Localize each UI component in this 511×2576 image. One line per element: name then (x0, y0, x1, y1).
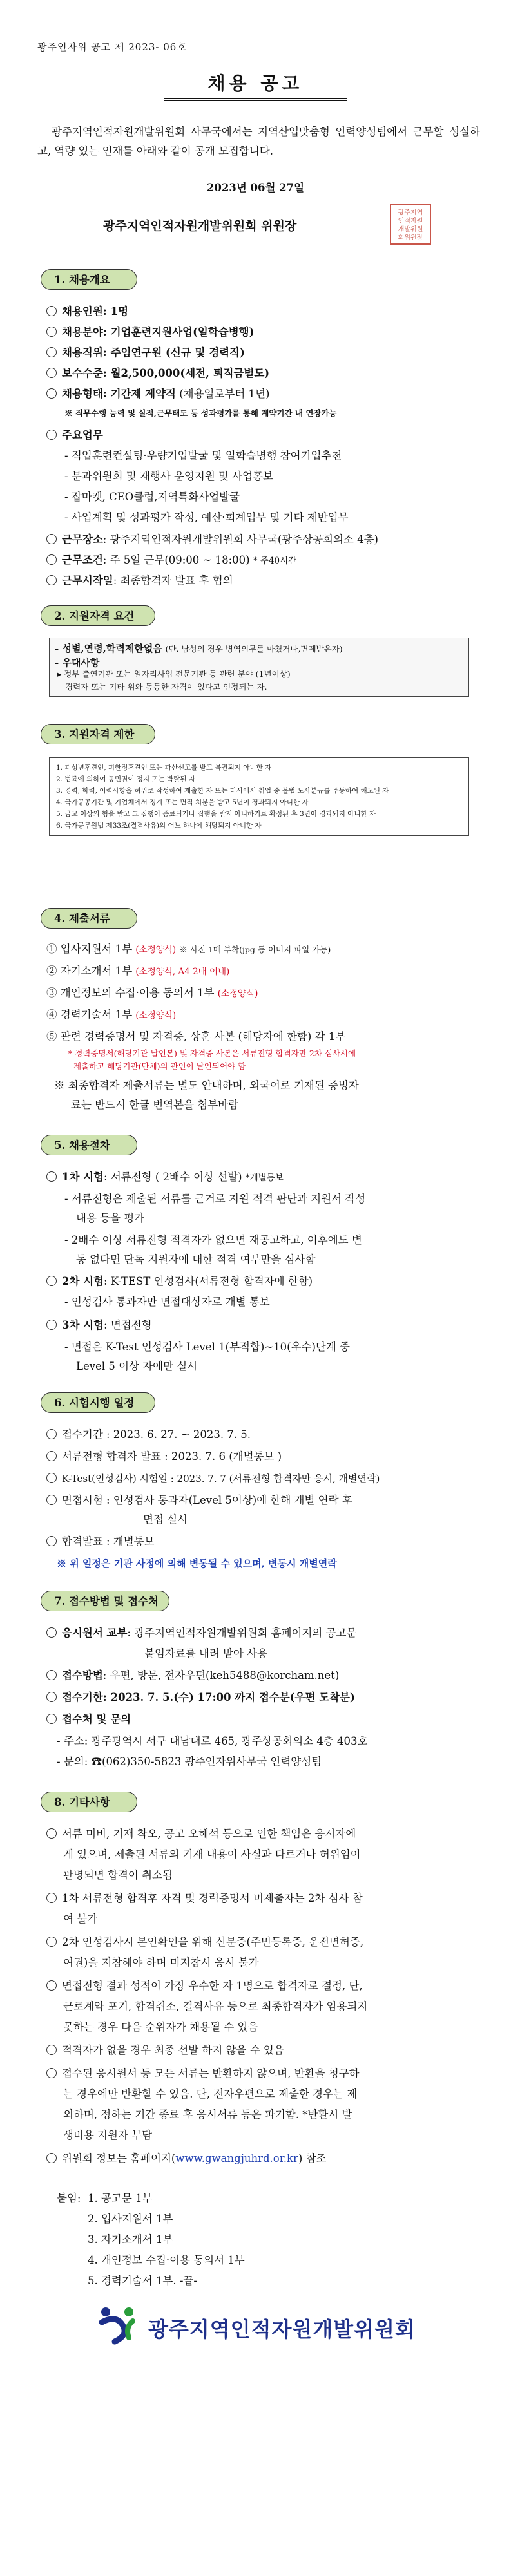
schedule-item: 접수기간 : 2023. 6. 27. ~ 2023. 7. 5. (46, 1426, 251, 1444)
attachment-item: 3. 자기소개서 1부 (88, 2233, 173, 2246)
overview-salary: 보수수준: 월2,500,000(세전, 퇴직금별도) (46, 365, 269, 383)
circle-bullet-icon (46, 306, 57, 316)
page-title: 채용 공고 (207, 73, 304, 94)
round1-detail: - 서류전형은 제출된 서류를 근거로 지원 적격 판단과 지원서 작성 (64, 1193, 366, 1205)
title-underline-2 (164, 100, 347, 101)
section-head-process: 5. 채용절차 (41, 1135, 137, 1155)
circle-bullet-icon (46, 388, 57, 399)
overview-count: 채용인원: 1명 (46, 303, 128, 321)
restriction-item: 5. 금고 이상의 형을 받고 그 집행이 종료되거나 집행을 받지 아니하기로 확정된 후 3년이 경과되지 아니한 자 (56, 810, 376, 818)
duty-item: - 분과위원회 및 재행사 운영지원 및 사업홍보 (64, 470, 273, 482)
announcement-date: 2023년 06월 27일 (206, 182, 305, 194)
circle-bullet-icon (46, 1828, 57, 1839)
schedule-item-cont: 면접 실시 (143, 1513, 188, 1526)
schedule-item: 서류전형 합격자 발표 : 2023. 7. 6 (개별통보 ) (46, 1448, 282, 1466)
circle-bullet-icon (46, 1627, 57, 1638)
circle-bullet-icon (46, 1451, 57, 1461)
restriction-box (49, 757, 469, 836)
circle-bullet-icon (46, 1670, 57, 1680)
round3: 3차 시험: 면접전형 (46, 1316, 152, 1334)
circle-bullet-icon (46, 1276, 57, 1286)
round3-detail: - 면접은 K-Test 인성검사 Level 1(부적합)~10(우수)단계 중 (64, 1341, 350, 1353)
round1-detail: - 2배수 이상 서류전형 적격자가 없으면 재공고하고, 이후에도 변 (64, 1234, 362, 1246)
misc-item: 면접전형 결과 성적이 가장 우수한 자 1명으로 합격자로 결정, 단, (46, 1977, 363, 1995)
restriction-item: 1. 피성년후견인, 피한정후견인 또는 파산선고를 받고 복권되지 아니한 자 (56, 764, 272, 772)
round2: 2차 시험: K-TEST 인성검사(서류전형 합격자에 한함) (46, 1273, 313, 1291)
misc-item-cont: 못하는 경우 다음 순위자가 채용될 수 있음 (63, 2021, 258, 2033)
restriction-item: 4. 국가공공기관 및 기업체에서 징계 또는 면직 처분을 받고 5년이 경과되지 아니한 자 (56, 799, 309, 806)
apply-phone: - 문의: ☎(062)350-5823 광주인자위사무국 인력양성팀 (57, 1756, 322, 1768)
org-logo-text: 광주지역인적자원개발위원회 (148, 2317, 416, 2342)
misc-item-cont: 외하며, 정하는 기간 종료 후 응시서류 등은 파기함. *반환시 발 (63, 2108, 352, 2121)
misc-item: 1차 서류전형 합격후 자격 및 경력증명서 미제출자는 2차 심사 참 (46, 1889, 363, 1908)
overview-duties-label: 주요업무 (46, 426, 103, 444)
apply-form: 응시원서 교부: 광주지역인적자원개발위원회 홈페이지의 공고문 (46, 1624, 356, 1642)
round2-detail: - 인성검사 통과자만 면접대상자로 개별 통보 (64, 1296, 270, 1308)
overview-type-footnote: ※ 직무수행 능력 및 실적,근무태도 등 성과평가를 통해 계약기간 내 연장가능 (64, 408, 337, 418)
round1: 1차 시험: 서류전형 ( 2배수 이상 선발) *개별통보 (46, 1168, 284, 1187)
round1-detail: 동 없다면 단독 지원자에 대한 적격 여부만을 심사함 (76, 1253, 316, 1265)
title-underline (164, 98, 347, 99)
circle-bullet-icon (46, 2153, 57, 2163)
circle-bullet-icon (46, 1714, 57, 1724)
doc-red-note-2: 제출하고 해당기관(단체)의 관인이 날인되어야 함 (73, 1061, 246, 1071)
circle-bullet-icon (46, 1536, 57, 1546)
doc-note-2: 료는 반드시 한글 번역본을 첨부바람 (71, 1099, 239, 1111)
apply-method: 접수방법: 우편, 방문, 전자우편(keh5488@korcham.net) (46, 1667, 339, 1685)
circle-bullet-icon (46, 1495, 57, 1505)
apply-deadline: 접수기한: 2023. 7. 5.(수) 17:00 까지 접수분(우편 도착분) (46, 1689, 355, 1707)
circle-bullet-icon (46, 1937, 57, 1947)
misc-item: 적격자가 없을 경우 최종 선발 하지 않을 수 있음 (46, 2041, 284, 2060)
circle-bullet-icon (46, 1320, 57, 1330)
overview-conditions: 근무조건: 주 5일 근무(09:00 ~ 18:00) * 주40시간 (46, 551, 296, 570)
section-head-misc: 8. 기타사항 (41, 1792, 137, 1812)
circle-bullet-icon (46, 347, 57, 357)
qual-line-2: - 우대사항 (55, 657, 100, 668)
attachment-item: 5. 경력기술서 1부. -끝- (88, 2275, 197, 2287)
misc-item-cont: 생비용 지원자 부담 (63, 2129, 153, 2141)
duty-item: - 사업계획 및 성과평가 작성, 예산·회계업무 및 기타 제반업무 (64, 511, 349, 524)
restriction-item: 3. 경력, 학력, 이력사항을 허위로 작성하여 제출한 자 또는 타사에서 취업 중 불법 노사분규를 주동하여 해고된 자 (56, 787, 389, 795)
overview-start: 근무시작일: 최종합격자 발표 후 협의 (46, 572, 233, 590)
restriction-item: 2. 법률에 의하여 공민권이 정지 또는 박탈된 자 (56, 775, 195, 783)
doc-red-note-1: * 경력증명서(해당기관 날인본) 및 자격증 사본은 서류전형 합격자만 2차 심사시에 (68, 1048, 356, 1058)
round1-detail: 내용 등을 평가 (76, 1212, 145, 1224)
circle-bullet-icon (46, 1893, 57, 1903)
circle-bullet-icon (46, 2068, 57, 2078)
misc-item-cont: 는 경우에만 반환할 수 있음. 단, 전자우편으로 제출한 경우는 제 (63, 2088, 358, 2100)
circle-bullet-icon (46, 1171, 57, 1182)
misc-item-cont: 여 불가 (63, 1913, 98, 1925)
qual-line-4: 경력자 또는 기타 위와 동등한 자격이 있다고 인정되는 자. (65, 682, 267, 692)
misc-item-website: 위원회 정보는 홈페이지(www.gwangjuhrd.or.kr) 참조 (46, 2150, 326, 2168)
apply-contact-label: 접수처 및 문의 (46, 1710, 131, 1728)
circle-bullet-icon (46, 1980, 57, 1991)
misc-item-cont: 근로계약 포기, 합격취소, 결격사유 등으로 최종합격자가 임용되지 (63, 2000, 368, 2012)
overview-position: 채용직위: 주임연구원 (신규 및 경력직) (46, 344, 245, 362)
circle-bullet-icon (46, 575, 57, 585)
section-head-overview: 1. 채용개요 (41, 269, 137, 290)
intro-text: 광주지역인적자원개발위원회 사무국에서는 지역산업맞춤형 인력양성팀에서 근무할 성실하고, 역량 있는 인재를 아래와 같이 공개 모집합니다. (37, 126, 480, 157)
round3-detail: Level 5 이상 자에만 실시 (76, 1360, 198, 1372)
section-head-application: 7. 접수방법 및 접수처 (41, 1591, 169, 1611)
section-head-restrictions: 3. 지원자격 제한 (41, 724, 155, 744)
doc-item-5: ⑤ 관련 경력증명서 및 자격증, 상훈 사본 (해당자에 한함) 각 1부 (46, 1030, 346, 1043)
qualification-box (49, 638, 469, 697)
overview-field: 채용분야: 기업훈련지원사업(일학습병행) (46, 323, 254, 341)
apply-form-cont: 붙임자료를 내려 받아 사용 (144, 1647, 268, 1660)
circle-bullet-icon (46, 327, 57, 337)
circle-bullet-icon (46, 368, 57, 378)
duty-item: - 직업훈련컨설팅·우량기업발굴 및 일학습병행 참여기업추천 (64, 450, 342, 462)
misc-item: 서류 미비, 기재 착오, 공고 오해석 등으로 인한 책임은 응시자에 (46, 1825, 356, 1843)
circle-bullet-icon (46, 554, 57, 565)
overview-type: 채용형태: 기간제 계약직 (채용일로부터 1년) (46, 385, 269, 403)
doc-item-2: ② 자기소개서 1부 (소정양식, A4 2매 이내) (46, 965, 230, 977)
org-signature: 광주지역인적자원개발위원회 위원장 (103, 219, 297, 233)
misc-item: 2차 인성검사시 본인확인을 위해 신분증(주민등록증, 운전면허증, (46, 1933, 363, 1951)
section-head-documents: 4. 제출서류 (41, 908, 137, 929)
section-head-schedule: 6. 시험시행 일정 (41, 1392, 155, 1413)
circle-bullet-icon (46, 1473, 57, 1483)
doc-item-1: ① 입사지원서 1부 (소정양식) ※ 사진 1매 부착(jpg 등 이미지 파일 가능) (46, 943, 331, 955)
misc-item-cont: 게 있으며, 제출된 서류의 기재 내용이 사실과 다르거나 허위임이 (63, 1848, 361, 1861)
notice-number: 광주인자위 공고 제 2023- 06호 (37, 41, 187, 53)
schedule-item: K-Test(인성검사) 시험일 : 2023. 7. 7 (서류전형 합격자만 응시, 개별연락) (46, 1470, 380, 1488)
doc-note-1: ※ 최종합격자 제출서류는 별도 안내하며, 외국어로 기재된 증빙자 (54, 1079, 359, 1092)
doc-item-3: ③ 개인정보의 수집·이용 동의서 1부 (소정양식) (46, 987, 258, 999)
attachments-label: 붙임: (57, 2192, 81, 2204)
apply-address: - 주소: 광주광역시 서구 대남대로 465, 광주상공회의소 4층 403호 (57, 1735, 368, 1747)
misc-item-cont: 여권)을 지참해야 하며 미지참시 응시 불가 (63, 1956, 259, 1969)
misc-item-cont: 판명되면 합격이 취소됨 (63, 1869, 173, 1881)
official-seal: 광주지역 인적자원 개발위원 회위원장 (390, 204, 431, 245)
qual-line-1: - 성별,연령,학력제한없음 (단, 남성의 경우 병역의무를 마쳤거나,면제받은자) (55, 643, 343, 654)
qual-line-3: ▸ 정부 출연기관 또는 일자리사업 전문기관 등 관련 분야 (1년이상) (57, 669, 291, 679)
attachment-item: 2. 입사지원서 1부 (88, 2213, 173, 2225)
attachment-item: 4. 개인정보 수집·이용 동의서 1부 (88, 2254, 245, 2266)
circle-bullet-icon (46, 534, 57, 544)
circle-bullet-icon (46, 2045, 57, 2055)
org-logo-icon (97, 2306, 142, 2345)
misc-item: 접수된 응시원서 등 모든 서류는 반환하지 않으며, 반환을 청구하 (46, 2065, 360, 2083)
restriction-item: 6. 국가공무원법 제33조(결격사유)의 어느 하나에 해당되지 아니한 자 (56, 822, 262, 829)
schedule-change-note: ※ 위 일정은 기관 사정에 의해 변동될 수 있으며, 변동시 개별연락 (57, 1558, 337, 1569)
schedule-item: 면접시험 : 인성검사 통과자(Level 5이상)에 한해 개별 연락 후 (46, 1492, 352, 1510)
section-head-qualifications: 2. 지원자격 요건 (41, 605, 155, 626)
duty-item: - 잡마켓, CEO클럽,지역특화사업발굴 (64, 491, 240, 503)
website-link[interactable]: www.gwangjuhrd.or.kr (175, 2152, 298, 2164)
schedule-item: 합격발표 : 개별통보 (46, 1533, 155, 1551)
doc-item-4: ④ 경력기술서 1부 (소정양식) (46, 1009, 177, 1021)
circle-bullet-icon (46, 1429, 57, 1439)
circle-bullet-icon (46, 430, 57, 440)
overview-place: 근무장소: 광주지역인적자원개발위원회 사무국(광주상공회의소 4층) (46, 531, 378, 549)
org-logo (97, 2306, 416, 2351)
circle-bullet-icon (46, 1692, 57, 1702)
attachment-item: 1. 공고문 1부 (88, 2192, 153, 2204)
